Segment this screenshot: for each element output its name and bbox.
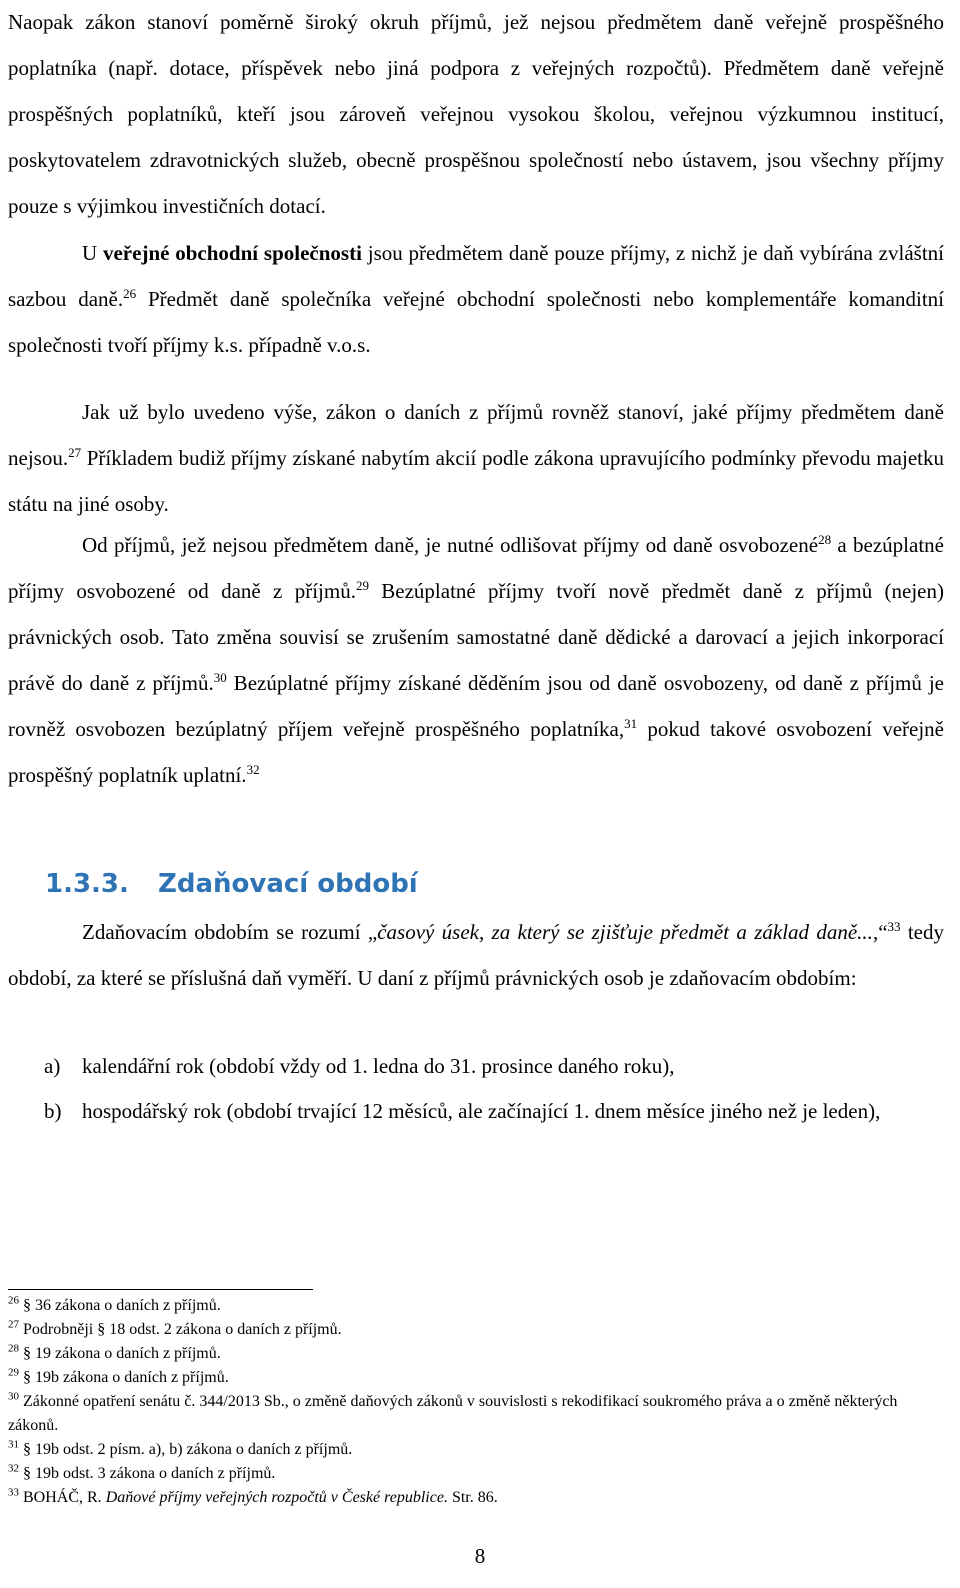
list-item-text: hospodářský rok (období trvající 12 měsíců, ale začínající 1. dnem měsíce jiného než je leden), — [82, 1099, 881, 1123]
paragraph-3-text-b: Příkladem budiž příjmy získané nabytím akcií podle zákona upravujícího podmínky převodu majetku státu na jiné osoby. — [8, 446, 944, 516]
paragraph-2-text-a: U — [82, 241, 103, 265]
footnote-number: 29 — [8, 1366, 19, 1379]
footnote-ref-33: 33 — [887, 919, 901, 934]
footnote-31 — [8, 1438, 944, 1462]
footnote-number: 31 — [8, 1438, 19, 1451]
footnote-text: § 19b odst. 2 písm. a), b) zákona o daních z příjmů. — [23, 1441, 353, 1458]
footnote-30 — [8, 1390, 944, 1438]
footnote-text: § 36 zákona o daních z příjmů. — [23, 1297, 221, 1314]
footnote-text: § 19 zákona o daních z příjmů. — [23, 1345, 221, 1362]
paragraph-1-text: Naopak zákon stanoví poměrně široký okruh příjmů, jež nejsou předmětem daně veřejně prospěšného poplatníka (např. dotace, příspěvek nebo jiná podpora z veřejných rozpočtů). Předmětem daně veřejně prospěšných poplatníků, kteří jsou zároveň veřejnou vysokou školou, veřejnou výzkumnou institucí, poskytovatelem zdravotnických služeb, obecně prospěšnou společností nebo ústavem, jsou všechny příjmy pouze s výjimkou investičních dotací. — [8, 10, 944, 218]
footnote-28 — [8, 1342, 944, 1366]
footnote-33 — [8, 1486, 944, 1510]
footnote-separator — [8, 1289, 313, 1290]
paragraph-5-quote: časový úsek, za který se zjišťuje předmět a základ daně... — [377, 920, 873, 944]
footnote-text: Str. 86. — [447, 1489, 498, 1506]
footnote-book-title: Daňové příjmy veřejných rozpočtů v České republice. — [105, 1489, 448, 1506]
page-number: 8 — [474, 1544, 486, 1568]
list-item-b — [8, 1088, 944, 1134]
footnote-ref-26: 26 — [123, 286, 137, 301]
footnote-number: 30 — [8, 1390, 19, 1403]
list-marker: a) — [44, 1054, 61, 1078]
section-number: 1.3.3. — [45, 869, 129, 899]
footnote-ref-28: 28 — [818, 532, 832, 547]
footnote-ref-29: 29 — [355, 578, 369, 593]
footnote-ref-32: 32 — [246, 762, 260, 777]
footnote-27 — [8, 1318, 944, 1342]
paragraph-4 — [8, 522, 944, 798]
footnote-text: Zákonné opatření senátu č. 344/2013 Sb., o změně daňových zákonů v souvislosti s rekodifikací soukromého práva a o změně některých zákonů. — [8, 1393, 898, 1434]
list-item-a — [8, 1043, 944, 1089]
paragraph-4-text-b: a bezúplatné příjmy osvobozené od daně z příjmů. — [8, 533, 944, 603]
list-marker: b) — [44, 1099, 62, 1123]
footnote-ref-31: 31 — [624, 716, 638, 731]
footnote-number: 32 — [8, 1462, 19, 1475]
paragraph-5-quote-close: ,“ — [872, 920, 888, 944]
footnote-text: § 19b odst. 3 zákona o daních z příjmů. — [23, 1465, 276, 1482]
footnote-number: 28 — [8, 1342, 19, 1355]
paragraph-2-bold-term: veřejné obchodní společnosti — [102, 241, 362, 265]
footnote-number: 33 — [8, 1486, 19, 1499]
paragraph-2-text-c: Předmět daně společníka veřejné obchodní společnosti nebo komplementáře komanditní společnosti tvoří příjmy k.s. případně v.o.s. — [8, 287, 944, 357]
paragraph-5-text-a: Zdaňovacím obdobím se rozumí „ — [82, 920, 378, 944]
paragraph-3 — [8, 389, 944, 527]
paragraph-5 — [8, 909, 944, 1001]
footnote-number: 26 — [8, 1294, 19, 1307]
footnote-32 — [8, 1462, 944, 1486]
footnote-author: BOHÁČ, R. — [23, 1489, 106, 1506]
paragraph-4-text-c: Bezúplatné příjmy tvoří nově předmět daně z příjmů (nejen) právnických osob. Tato změna souvisí se zrušením samostatné daně dědické a darovací a jejich inkorporací právě do daně z příjmů. — [8, 579, 944, 695]
footnote-text: § 19b zákona o daních z příjmů. — [23, 1369, 229, 1386]
footnote-29 — [8, 1366, 944, 1390]
list-item-text: kalendářní rok (období vždy od 1. ledna do 31. prosince daného roku), — [82, 1054, 675, 1078]
footnote-text: Podrobněji § 18 odst. 2 zákona o daních z příjmů. — [23, 1321, 342, 1338]
paragraph-1 — [8, 0, 944, 229]
paragraph-4-text-a: Od příjmů, jež nejsou předmětem daně, je nutné odlišovat příjmy od daně osvobozené — [82, 533, 819, 557]
paragraph-2 — [8, 230, 944, 368]
paragraph-3-text-a: Jak už bylo uvedeno výše, zákon o daních z příjmů rovněž stanoví, jaké příjmy předmětem daně nejsou. — [8, 400, 944, 470]
footnote-ref-27: 27 — [68, 445, 82, 460]
footnote-number: 27 — [8, 1318, 19, 1331]
paragraph-2-text-b: jsou předmětem daně pouze příjmy, z nichž je daň vybírána zvláštní sazbou daně. — [8, 241, 944, 311]
footnote-ref-30: 30 — [213, 670, 227, 685]
section-title: Zdaňovací období — [158, 869, 418, 899]
footnote-26 — [8, 1294, 944, 1318]
paragraph-5-text-b: tedy období, za které se příslušná daň vyměří. U daní z příjmů právnických osob je zdaňovacím obdobím: — [8, 920, 944, 990]
section-heading — [45, 858, 418, 910]
paragraph-4-text-d: Bezúplatné příjmy získané děděním jsou od daně osvobozeny, od daně z příjmů je rovněž osvobozen bezúplatný příjem veřejně prospěšného poplatníka, — [8, 671, 944, 741]
paragraph-4-text-e: pokud takové osvobození veřejně prospěšný poplatník uplatní. — [8, 717, 944, 787]
